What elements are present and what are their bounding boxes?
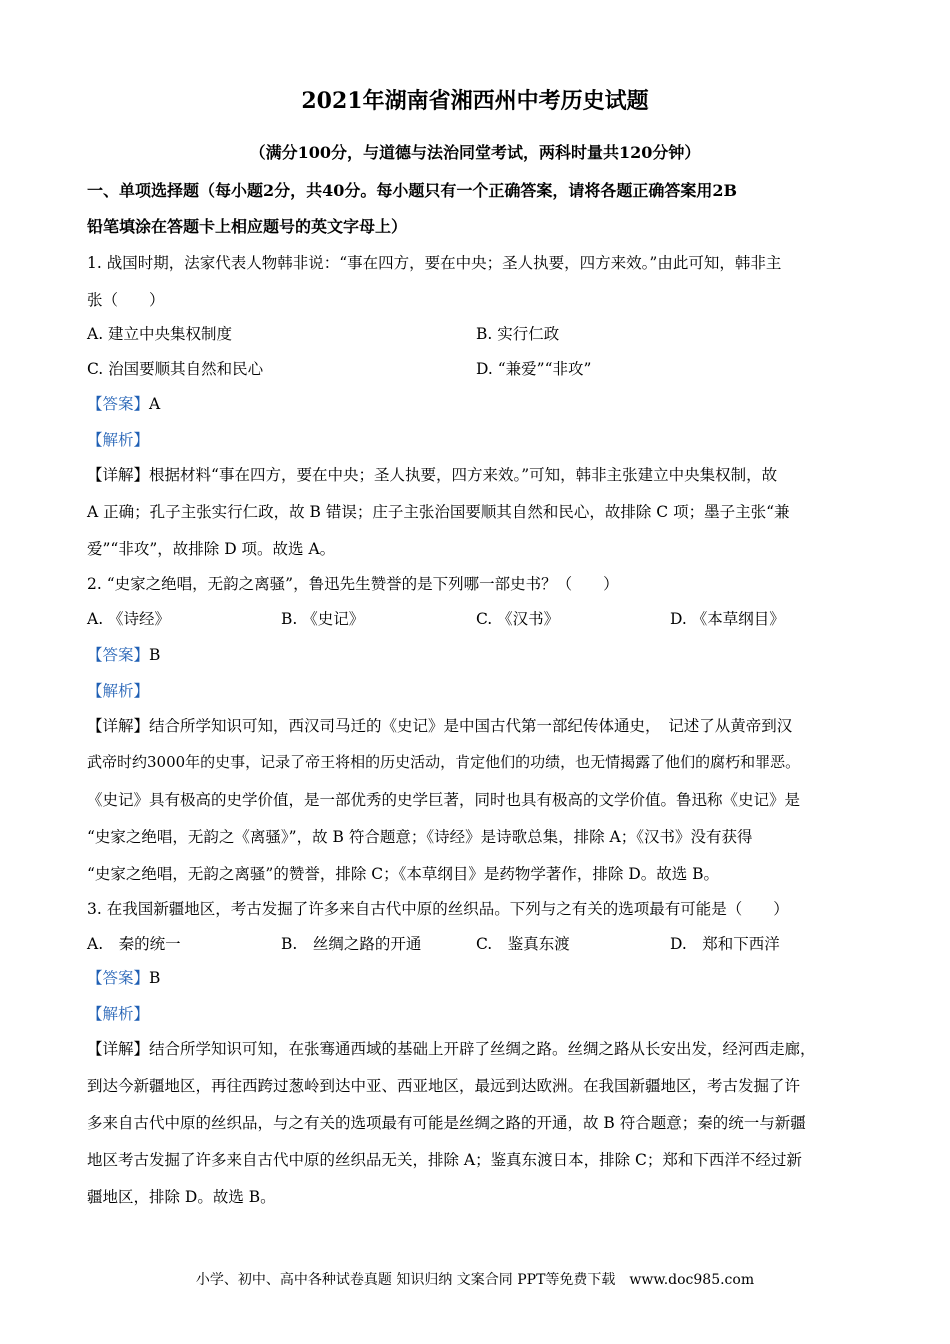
q3-answer-value: B [149, 969, 161, 987]
q1-analysis-row [87, 428, 877, 450]
q3-detail-line2: 到达今新疆地区，再往西跨过葱岭到达中亚、西亚地区，最远到达欧洲。在我国新疆地区，考古发掘了许 [87, 1077, 801, 1095]
q2-detail-line3: 《史记》具有极高的史学价值，是一部优秀的史学巨著，同时也具有极高的文学价值。鲁迅称《史记》是 [87, 791, 801, 809]
q1-answer-row [87, 392, 877, 414]
q3-detail-text1: 结合所学知识可知，在张骞通西域的基础上开辟了丝绸之路。丝绸之路从长安出发，经河西走廊， [149, 1040, 816, 1058]
q3-option-d: D. 郑和下西洋 [670, 935, 780, 953]
detail-label: 【详解】 [87, 466, 150, 484]
q1-stem-line1: 1. 战国时期，法家代表人物韩非说：“事在四方，要在中央；圣人执要，四方来效。”由此可知，韩非主 [87, 254, 782, 272]
q2-answer-row [87, 643, 877, 665]
page-title: 2021年湖南省湘西州中考历史试题 [301, 88, 649, 114]
q2-answer-value: B [149, 646, 161, 664]
q2-detail-line5: “史家之绝唱，无韵之离骚”的赞誉，排除 C；《本草纲目》是药物学著作，排除 D。故选 B。 [87, 865, 720, 883]
q2-detail-line1 [87, 714, 877, 736]
q2-detail-text1: 结合所学知识可知，西汉司马迁的《史记》是中国古代第一部纪传体通史， 记述了从黄帝到汉 [149, 717, 793, 735]
answer-label: 【答案】 [87, 395, 150, 413]
q2-analysis-row [87, 679, 877, 701]
q2-option-a: A. 《诗经》 [87, 610, 171, 628]
q2-option-b: B. 《史记》 [281, 610, 365, 628]
q3-detail-line4: 地区考古发掘了许多来自古代中原的丝织品无关，排除 A；鉴真东渡日本，排除 C；郑和下西洋不经过新 [87, 1151, 802, 1169]
q3-analysis-row [87, 1002, 877, 1024]
q2-option-d: D. 《本草纲目》 [670, 610, 785, 628]
page-footer: 小学、初中、高中各种试卷真题 知识归纳 文案合同 PPT等免费下载 www.doc985.com [195, 1272, 755, 1288]
q1-option-c: C. 治国要顺其自然和民心 [87, 360, 264, 378]
q3-detail-line5: 疆地区，排除 D。故选 B。 [87, 1188, 276, 1206]
q1-option-b: B. 实行仁政 [476, 325, 560, 343]
q3-option-b: B. 丝绸之路的开通 [281, 935, 422, 953]
page-subtitle: （满分100分，与道德与法治同堂考试，两科时量共120分钟） [249, 143, 701, 162]
q1-stem-line2: 张（ ） [87, 291, 165, 309]
q2-option-c: C. 《汉书》 [476, 610, 560, 628]
q2-detail-line4: “史家之绝唱，无韵之《离骚》”，故 B 符合题意；《诗经》是诗歌总集，排除 A；《汉书》没有获得 [87, 828, 753, 846]
q1-answer-value: A [149, 395, 161, 413]
section-heading-line2: 铅笔填涂在答题卡上相应题号的英文字母上） [87, 217, 408, 236]
q1-detail-line1 [87, 463, 877, 485]
q2-detail-line2: 武帝时约3000年的史事，记录了帝王将相的历史活动，肯定他们的功绩，也无情揭露了他们的腐朽和罪恶。 [87, 753, 801, 771]
q1-option-d: D. “兼爱”“非攻” [476, 360, 592, 378]
detail-label: 【详解】 [87, 1040, 150, 1058]
answer-label: 【答案】 [87, 646, 150, 664]
q1-detail-line2: A 正确；孔子主张实行仁政，故 B 错误；庄子主张治国要顺其自然和民心，故排除 C 项；墨子主张“兼 [87, 503, 790, 521]
q3-answer-row [87, 966, 877, 988]
q1-detail-text1: 根据材料“事在四方，要在中央；圣人执要，四方来效。”可知，韩非主张建立中央集权制，故 [149, 466, 778, 484]
q3-detail-line3: 多来自古代中原的丝织品，与之有关的选项最有可能是丝绸之路的开通，故 B 符合题意；秦的统一与新疆 [87, 1114, 806, 1132]
section-heading-line1: 一、单项选择题（每小题2分，共40分。每小题只有一个正确答案，请将各题正确答案用2B [87, 181, 738, 200]
detail-label: 【详解】 [87, 717, 150, 735]
answer-label: 【答案】 [87, 969, 150, 987]
q3-stem: 3. 在我国新疆地区，考古发掘了许多来自古代中原的丝织品。下列与之有关的选项最有可能是（ ） [87, 900, 789, 918]
q3-detail-line1 [87, 1037, 877, 1059]
analysis-label: 【解析】 [87, 1005, 150, 1023]
q2-stem: 2. “史家之绝唱，无韵之离骚”，鲁迅先生赞誉的是下列哪一部史书？（ ） [87, 575, 619, 593]
analysis-label: 【解析】 [87, 682, 150, 700]
analysis-label: 【解析】 [87, 431, 150, 449]
q3-option-a: A. 秦的统一 [87, 935, 181, 953]
q3-option-c: C. 鉴真东渡 [476, 935, 570, 953]
q1-option-a: A. 建立中央集权制度 [87, 325, 233, 343]
q1-detail-line3: 爱”“非攻”，故排除 D 项。故选 A。 [87, 540, 336, 558]
